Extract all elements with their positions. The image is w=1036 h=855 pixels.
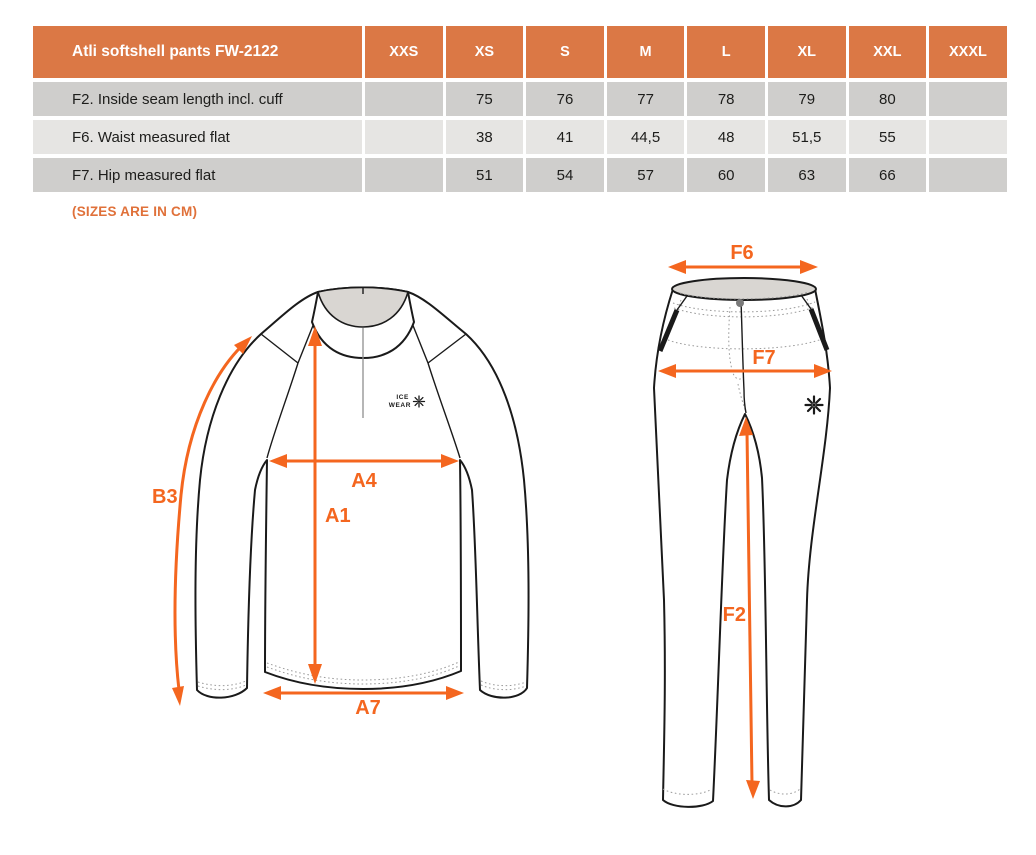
a7-label: A7 [355,697,381,719]
measurement-row-label: F7. Hip measured flat [33,158,362,192]
snowflake-icon [414,396,425,407]
f2-label: F2 [722,604,746,626]
pants-snowflake-logo-icon [806,397,823,414]
size-column-header-xs: XS [446,26,524,78]
pants-diagram [654,242,832,807]
measurement-row-label: F2. Inside seam length incl. cuff [33,82,362,116]
size-value-cell: 75 [446,82,524,116]
size-value-cell: 51 [446,158,524,192]
sizes-unit-note: (SIZES ARE IN CM) [72,204,198,219]
size-value-cell: 48 [687,120,765,154]
size-value-cell: 63 [768,158,846,192]
logo-text-ice: ICE [396,394,409,401]
pants-waistband [672,278,816,300]
table-title: Atli softshell pants FW-2122 [33,26,362,78]
size-value-cell: 54 [526,158,604,192]
measurement-row-label: F6. Waist measured flat [33,120,362,154]
waist-button [736,299,744,307]
a1-label: A1 [325,505,351,527]
size-column-header-s: S [526,26,604,78]
size-value-cell: 51,5 [768,120,846,154]
size-value-cell: 78 [687,82,765,116]
size-column-header-xl: XL [768,26,846,78]
size-value-cell: 38 [446,120,524,154]
size-column-header-m: M [607,26,685,78]
size-value-cell: 41 [526,120,604,154]
f6-label: F6 [730,242,754,264]
size-value-cell: 66 [849,158,927,192]
size-value-cell: 57 [607,158,685,192]
size-value-cell: 60 [687,158,765,192]
a4-label: A4 [351,470,377,492]
logo-text-wear: WEAR [388,402,411,409]
size-value-cell: 77 [607,82,685,116]
size-column-header-xxl: XXL [849,26,927,78]
size-value-cell: 76 [526,82,604,116]
size-column-header-xxxl: XXXL [929,26,1007,78]
size-value-cell: 79 [768,82,846,116]
b3-label: B3 [152,486,178,508]
size-value-cell: 44,5 [607,120,685,154]
shirt-diagram [152,287,529,719]
pants-outline [654,289,830,807]
size-value-cell: 80 [849,82,927,116]
size-column-header-xxs: XXS [365,26,443,78]
size-value-cell: 55 [849,120,927,154]
f7-label: F7 [752,347,776,369]
size-column-header-l: L [687,26,765,78]
